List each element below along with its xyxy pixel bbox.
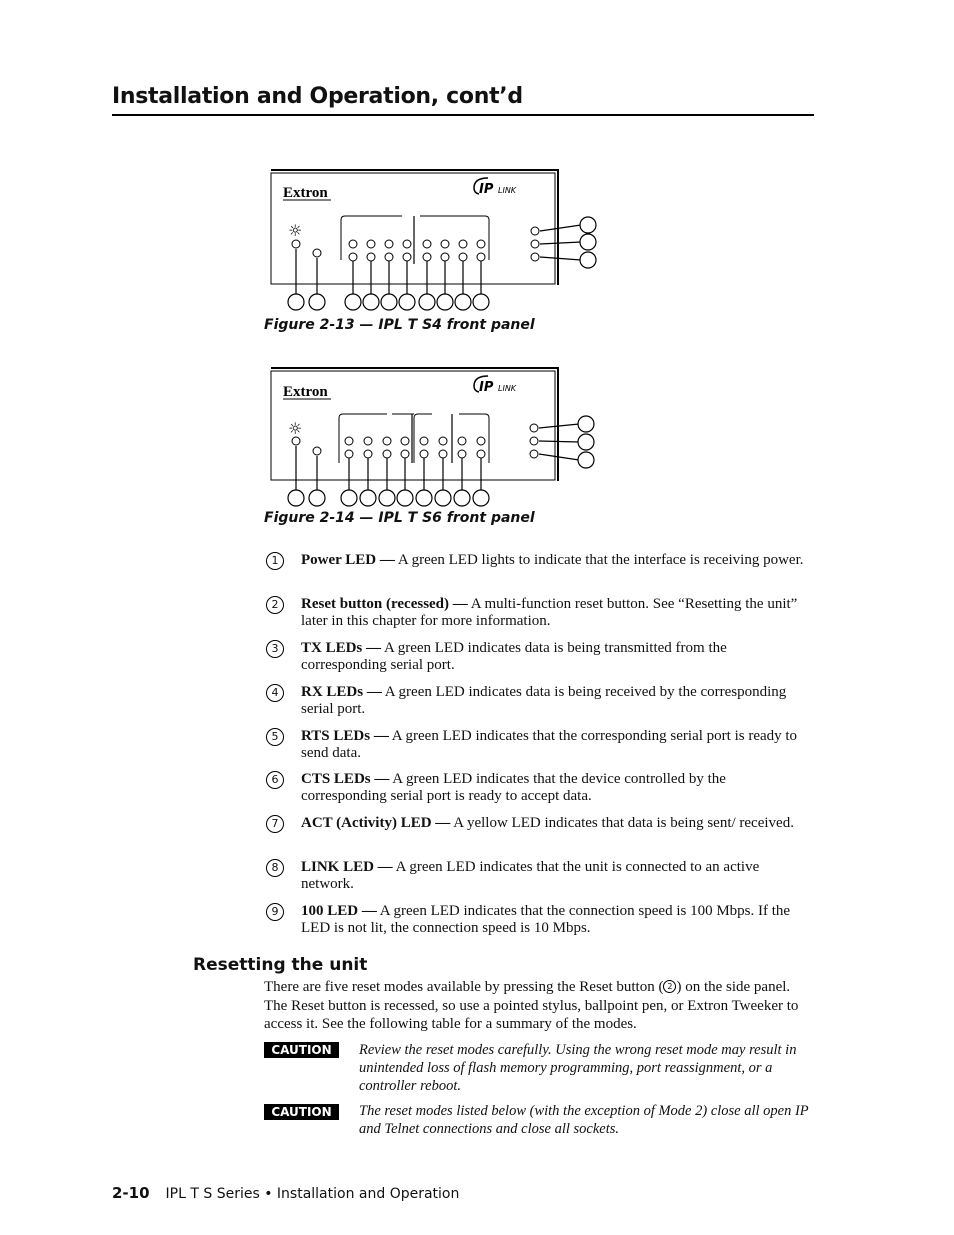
resetting-paragraph: There are five reset modes available by pressing the Reset button ( 2 ) on the side panel. The Reset button is recessed, so use a pointed stylus, ballpoint pen, or Extron Tweeker to access it. See the following table for a summary of the modes.	[264, 979, 799, 1032]
brand-logo: Extron	[283, 384, 328, 400]
list-item	[266, 903, 806, 937]
page-footer	[112, 1184, 459, 1202]
power-symbol-icon: ☼	[288, 221, 303, 240]
item-text: A green LED indicates that the device controlled by the corresponding serial port is ready to accept data.	[301, 771, 726, 804]
item-term: RTS LEDs —	[301, 728, 389, 744]
item-term: Power LED —	[301, 552, 395, 568]
item-number: 6	[266, 771, 284, 789]
item-number: 5	[266, 728, 284, 746]
figure-caption: Figure 2-14 — IPL T S6 front panel	[264, 510, 535, 526]
figure-caption: Figure 2-13 — IPL T S4 front panel	[264, 317, 535, 333]
iplink-logo	[474, 178, 517, 197]
item-number: 3	[266, 640, 284, 658]
item-text: A multi-function reset button. See “Resetting the unit” later in this chapter for more information.	[301, 596, 798, 629]
item-term: ACT (Activity) LED —	[301, 815, 451, 831]
item-number: 4	[266, 684, 284, 702]
item-term: RX LEDs —	[301, 684, 382, 700]
panel-leds	[292, 227, 539, 261]
item-text: A green LED indicates data is being transmitted from the corresponding serial port.	[301, 640, 727, 673]
item-number: 7	[266, 815, 284, 833]
svg-text:LINK: LINK	[498, 384, 517, 393]
callout-circles	[288, 217, 596, 310]
reset-button-reference: 2	[663, 980, 676, 993]
list-item	[266, 552, 806, 569]
item-term: CTS LEDs —	[301, 771, 390, 787]
item-number: 1	[266, 552, 284, 570]
item-term: 100 LED —	[301, 903, 377, 919]
callout-circles	[288, 416, 594, 506]
caution-text: Review the reset modes carefully. Using the wrong reset mode may result in unintended loss of flash memory programming, port reassignment, or a controller reboot.	[359, 1042, 797, 1094]
svg-text:IP: IP	[479, 182, 494, 197]
svg-text:IP: IP	[479, 380, 494, 395]
item-text: A green LED indicates that the connection speed is 100 Mbps. If the LED is not lit, the connection speed is 10 Mbps.	[301, 903, 791, 936]
caution-badge: CAUTION	[264, 1042, 339, 1058]
caution-text: The reset modes listed below (with the exception of Mode 2) close all open IP and Telnet connections and close all sockets.	[359, 1103, 809, 1137]
brand-logo: Extron	[283, 185, 328, 201]
item-text: A green LED indicates that the corresponding serial port is ready to send data.	[301, 728, 798, 761]
page-number: 2-10	[112, 1184, 150, 1202]
footer-title: IPL T S Series • Installation and Operation	[165, 1186, 460, 1202]
page-header-title: Installation and Operation, cont’d	[112, 84, 523, 109]
item-text: A green LED lights to indicate that the interface is receiving power.	[394, 552, 804, 568]
panel-leds	[292, 424, 538, 458]
item-text: A yellow LED indicates that data is being sent/ received.	[450, 815, 794, 831]
section-title: Resetting the unit	[193, 955, 368, 975]
item-number: 8	[266, 859, 284, 877]
item-term: Reset button (recessed) —	[301, 596, 468, 612]
list-item	[266, 684, 806, 718]
list-item	[266, 728, 806, 762]
figure-ipl-t-s6-panel	[262, 363, 622, 513]
iplink-logo	[474, 376, 517, 395]
header-rule	[112, 114, 814, 116]
power-symbol-icon: ☼	[288, 419, 303, 438]
item-number: 2	[266, 596, 284, 614]
list-item	[266, 640, 806, 674]
caution-badge: CAUTION	[264, 1104, 339, 1120]
list-item	[266, 596, 806, 630]
item-text: A green LED indicates data is being received by the corresponding serial port.	[301, 684, 787, 717]
list-item	[266, 859, 806, 893]
item-term: LINK LED —	[301, 859, 393, 875]
list-item	[266, 815, 806, 832]
figure-ipl-t-s4-panel	[262, 165, 622, 315]
svg-text:LINK: LINK	[498, 186, 517, 195]
list-item	[266, 771, 806, 805]
item-number: 9	[266, 903, 284, 921]
item-text: A green LED indicates that the unit is connected to an active network.	[301, 859, 760, 892]
item-term: TX LEDs —	[301, 640, 382, 656]
